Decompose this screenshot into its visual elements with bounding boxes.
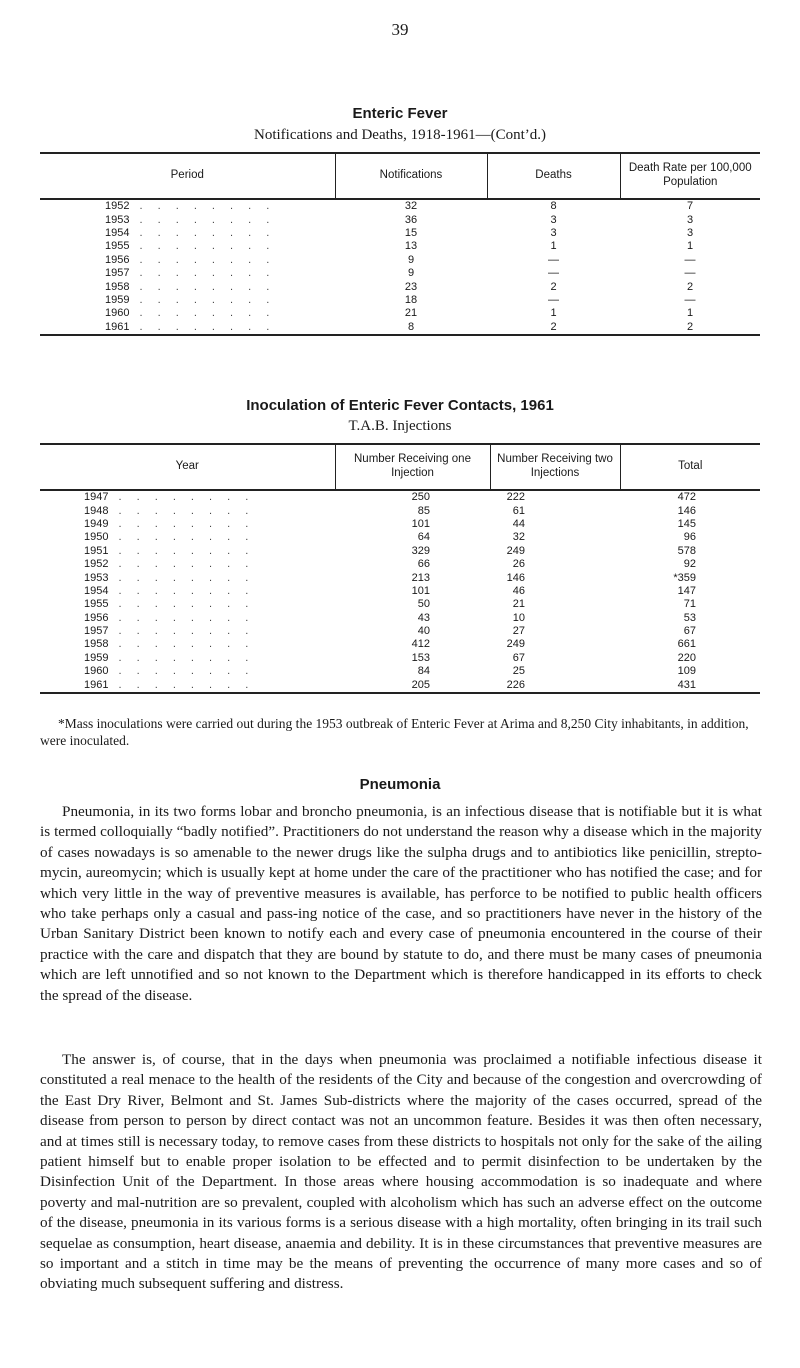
value-cell: 1: [686, 307, 694, 320]
body-paragraph: The answer is, of course, that in the days when pneumonia was proclaimed a notifiable infectious disease it constituted a real menace to the health of the residents of the City and because of the congestion and overcrowding of the East Dry River, Belmont and St. James Sub-districts where the majority of the cases occurred, spread of the disease from person to person by direct contact was not an uncommon feature. Besides it was then often necessary, and at times still is necessary today, to remove cases from these districts to hospitals not only for the sake of the ailing patient himself but to enable proper isolation to be effected and to permit disinfection to be undertaken by the Disinfection Unit of the Department. In those areas where housing accommodation is so inadequate and where poverty and mal-nutrition are so prevalent, coupled with alcoholism which has such an adverse effect on the outcome of the disease, pneumonia in its various forms is a serious disease with a high mortality, often bringing in its trail such sequelae as consumption, heart disease, anaemia and debility. It is in these circumstances that preventive measures are so important and a stitch in time may be the means of preventing the occurrence of many more cases and so of obviating much subsequent suffering and distress.: [40, 1051, 762, 1293]
value-cell: —: [548, 267, 559, 280]
value-cell: 27: [512, 625, 525, 638]
value-cell: 329: [411, 544, 430, 557]
value-cell: 43: [417, 611, 430, 624]
value-cell: —: [684, 253, 696, 266]
value-cell: 71: [683, 598, 696, 611]
enteric-fever-subtitle: Notifications and Deaths, 1918-1961—(Cont’d.): [253, 127, 547, 143]
value-cell: 25: [512, 665, 525, 678]
value-cell: 46: [512, 584, 525, 597]
table-row: [40, 307, 760, 320]
leader-dots: . . . . . . . .: [118, 611, 255, 624]
column-header: Total: [620, 444, 760, 490]
year-cell: [40, 585, 335, 598]
column-header: Number Receiving two Injections: [490, 444, 620, 490]
year-label: 1953: [105, 213, 130, 226]
pneumonia-title: Pneumonia: [359, 776, 441, 793]
value-cell: 109: [677, 665, 696, 678]
value-cell: 205: [335, 678, 490, 692]
year-label: 1955: [84, 598, 109, 611]
year-cell: [40, 199, 335, 213]
year-label: 1954: [84, 584, 109, 597]
leader-dots: . . . . . . . .: [139, 213, 276, 226]
value-cell: 15: [404, 226, 418, 239]
leader-dots: . . . . . . . .: [118, 638, 255, 651]
leader-dots: . . . . . . . .: [118, 491, 255, 504]
year-label: 1957: [84, 625, 109, 638]
leader-dots: . . . . . . . .: [118, 598, 255, 611]
value-cell: 1: [550, 307, 557, 320]
year-label: 1960: [84, 665, 109, 678]
leader-dots: . . . . . . . .: [118, 571, 255, 584]
column-header: Number Receiving one Injection: [335, 444, 490, 490]
table-row: [40, 612, 760, 625]
value-cell: —: [548, 253, 559, 266]
value-cell: 44: [512, 517, 525, 530]
value-cell: 10: [512, 611, 525, 624]
value-cell: 92: [683, 558, 696, 571]
inoculation-subtitle: T.A.B. Injections: [348, 418, 452, 434]
value-cell: 21: [512, 598, 525, 611]
value-cell: 146: [506, 571, 525, 584]
value-cell: 9: [407, 253, 415, 266]
table-header-row: [40, 444, 760, 490]
table-row: [40, 531, 760, 544]
year-cell: [40, 531, 335, 544]
inoculation-title: Inoculation of Enteric Fever Contacts, 1961: [246, 397, 554, 414]
value-cell: 50: [417, 598, 430, 611]
year-cell: [40, 625, 335, 638]
year-cell: [40, 571, 335, 584]
year-label: 1959: [105, 293, 130, 306]
leader-dots: . . . . . . . .: [118, 544, 255, 557]
leader-dots: . . . . . . . .: [118, 584, 255, 597]
year-label: 1950: [84, 531, 109, 544]
table-row: [40, 254, 760, 267]
table-row: [40, 665, 760, 678]
value-cell: 13: [404, 240, 418, 253]
leader-dots: . . . . . . . .: [118, 665, 255, 678]
value-cell: 250: [411, 491, 430, 504]
value-cell: —: [684, 267, 696, 280]
value-cell: 18: [404, 293, 418, 306]
value-cell: 85: [417, 504, 430, 517]
table-row: [40, 504, 760, 517]
table-row: [40, 267, 760, 280]
value-cell: 220: [677, 651, 696, 664]
body-paragraph: Pneumonia, in its two forms lobar and broncho pneumonia, is an infectious disease that is notifiable but it is what is termed colloquially “badly notified”. Practitioners do not understand the reason why a disease which in the majority of cases nowadays is so amenable to the newer drugs like the sulpha drugs and to antibiotics like penicillin, strepto-mycin, aureomycin; which is usually kept at home under the care of the practitioner who has notified the case; and for which very little in the way of preventive measures is available, has perforce to be notified to public health officers who take perhaps only a casual and pass-ing notice of the case, and so practitioners have never in the history of the Urban Sanitary District been known to notify each and every case of pneumonia encountered in the course of their practice with the care and dispatch that they are bound by statute to do, and there must be many cases of pneumonia which are left unnotified and so not known to the Department which is therefore handicapped in its efforts to check the spread of the disease.: [40, 803, 762, 1004]
year-label: 1951: [84, 544, 109, 557]
notifications-deaths-table: [40, 152, 760, 336]
table-row: [40, 490, 760, 504]
value-cell: 153: [411, 651, 430, 664]
year-label: 1955: [105, 240, 130, 253]
leader-dots: . . . . . . . .: [139, 253, 276, 266]
value-cell: 32: [404, 200, 418, 213]
year-cell: [40, 558, 335, 571]
leader-dots: . . . . . . . .: [139, 307, 276, 320]
value-cell: —: [548, 293, 559, 306]
value-cell: 2: [686, 280, 694, 293]
year-cell: [40, 280, 335, 293]
value-cell: 21: [404, 307, 418, 320]
year-cell: [40, 321, 335, 335]
year-label: 1956: [84, 611, 109, 624]
leader-dots: . . . . . . . .: [139, 226, 276, 239]
column-header: Death Rate per 100,000 Population: [620, 153, 760, 199]
year-label: 1954: [105, 226, 130, 239]
table-row: [40, 598, 760, 611]
year-label: 1958: [105, 280, 130, 293]
value-cell: 32: [512, 531, 525, 544]
year-label: 1961: [105, 320, 130, 333]
table-row: [40, 518, 760, 531]
year-cell: [40, 227, 335, 240]
value-cell: 7: [686, 200, 694, 213]
year-cell: [40, 490, 335, 504]
value-cell: 84: [417, 665, 430, 678]
year-cell: [40, 652, 335, 665]
value-cell: 64: [417, 531, 430, 544]
year-cell: [40, 504, 335, 517]
value-cell: 431: [620, 678, 760, 692]
year-label: 1948: [84, 504, 109, 517]
table-row: [40, 558, 760, 571]
value-cell: 213: [411, 571, 430, 584]
value-cell: 3: [686, 213, 694, 226]
year-label: 1957: [105, 267, 130, 280]
year-cell: [40, 678, 335, 692]
value-cell: 67: [512, 651, 525, 664]
value-cell: 3: [686, 226, 694, 239]
year-label: 1952: [84, 558, 109, 571]
year-cell: [40, 307, 335, 320]
value-cell: 66: [417, 558, 430, 571]
value-cell: 53: [683, 611, 696, 624]
year-cell: [40, 612, 335, 625]
leader-dots: . . . . . . . .: [139, 280, 276, 293]
leader-dots: . . . . . . . .: [139, 240, 276, 253]
value-cell: —: [684, 293, 696, 306]
leader-dots: . . . . . . . .: [118, 531, 255, 544]
table-row: [40, 585, 760, 598]
value-cell: 3: [550, 226, 557, 239]
value-cell: 26: [512, 558, 525, 571]
table-row: [40, 625, 760, 638]
year-cell: [40, 240, 335, 253]
value-cell: 472: [677, 491, 696, 504]
table-row: [40, 638, 760, 651]
value-cell: 249: [506, 544, 525, 557]
value-cell: 2: [487, 321, 620, 335]
year-label: 1947: [84, 491, 109, 504]
value-cell: 226: [490, 678, 620, 692]
value-cell: 8: [550, 200, 557, 213]
enteric-fever-title: Enteric Fever: [352, 105, 448, 122]
value-cell: *359: [673, 571, 696, 584]
column-header: Deaths: [487, 153, 620, 199]
leader-dots: . . . . . . . .: [139, 267, 276, 280]
value-cell: 23: [404, 280, 418, 293]
year-label: 1953: [84, 571, 109, 584]
table-row: [40, 652, 760, 665]
leader-dots: . . . . . . . .: [118, 625, 255, 638]
year-label: 1949: [84, 517, 109, 530]
value-cell: 578: [677, 544, 696, 557]
value-cell: 3: [550, 213, 557, 226]
value-cell: 8: [335, 321, 487, 335]
value-cell: 146: [677, 504, 696, 517]
year-label: 1956: [105, 253, 130, 266]
inoculation-table: [40, 443, 760, 694]
value-cell: 147: [677, 584, 696, 597]
column-header: Period: [40, 153, 335, 199]
value-cell: 249: [506, 638, 525, 651]
value-cell: 9: [407, 267, 415, 280]
value-cell: 101: [411, 584, 430, 597]
table-row: [40, 294, 760, 307]
value-cell: 145: [677, 517, 696, 530]
table-header-row: [40, 153, 760, 199]
inoculation-footnote: *Mass inoculations were carried out during the 1953 outbreak of Enteric Fever at Arima and 8,250 City inhabitants, in addition, were inoculated.: [40, 716, 749, 748]
table-row: [40, 678, 760, 692]
value-cell: 61: [512, 504, 525, 517]
value-cell: 412: [411, 638, 430, 651]
year-cell: [40, 665, 335, 678]
leader-dots: . . . . . . . .: [139, 200, 276, 213]
leader-dots: . . . . . . . .: [118, 558, 255, 571]
value-cell: 661: [677, 638, 696, 651]
value-cell: 36: [404, 213, 418, 226]
value-cell: 222: [506, 491, 525, 504]
leader-dots: . . . . . . . .: [118, 504, 255, 517]
year-label: 1960: [105, 307, 130, 320]
year-label: 1959: [84, 651, 109, 664]
year-cell: [40, 518, 335, 531]
year-label: 1952: [105, 200, 130, 213]
year-cell: [40, 213, 335, 226]
table-row: [40, 571, 760, 584]
table-row: [40, 227, 760, 240]
column-header: Notifications: [335, 153, 487, 199]
table-row: [40, 545, 760, 558]
year-cell: [40, 638, 335, 651]
year-label: 1958: [84, 638, 109, 651]
year-cell: [40, 254, 335, 267]
value-cell: 1: [686, 240, 694, 253]
year-cell: [40, 267, 335, 280]
value-cell: 1: [550, 240, 557, 253]
leader-dots: . . . . . . . .: [139, 293, 276, 306]
table-row: [40, 321, 760, 335]
column-header: Year: [40, 444, 335, 490]
value-cell: 67: [683, 625, 696, 638]
page-number: 39: [391, 20, 409, 39]
value-cell: 96: [683, 531, 696, 544]
leader-dots: . . . . . . . .: [139, 320, 276, 333]
leader-dots: . . . . . . . .: [118, 517, 255, 530]
year-cell: [40, 294, 335, 307]
value-cell: 2: [550, 280, 557, 293]
year-cell: [40, 598, 335, 611]
table-row: [40, 213, 760, 226]
value-cell: 40: [417, 625, 430, 638]
table-row: [40, 280, 760, 293]
year-cell: [40, 545, 335, 558]
value-cell: 101: [411, 517, 430, 530]
value-cell: 2: [620, 321, 760, 335]
leader-dots: . . . . . . . .: [118, 678, 255, 691]
table-row: [40, 199, 760, 213]
year-label: 1961: [84, 678, 109, 691]
table-row: [40, 240, 760, 253]
leader-dots: . . . . . . . .: [118, 651, 255, 664]
